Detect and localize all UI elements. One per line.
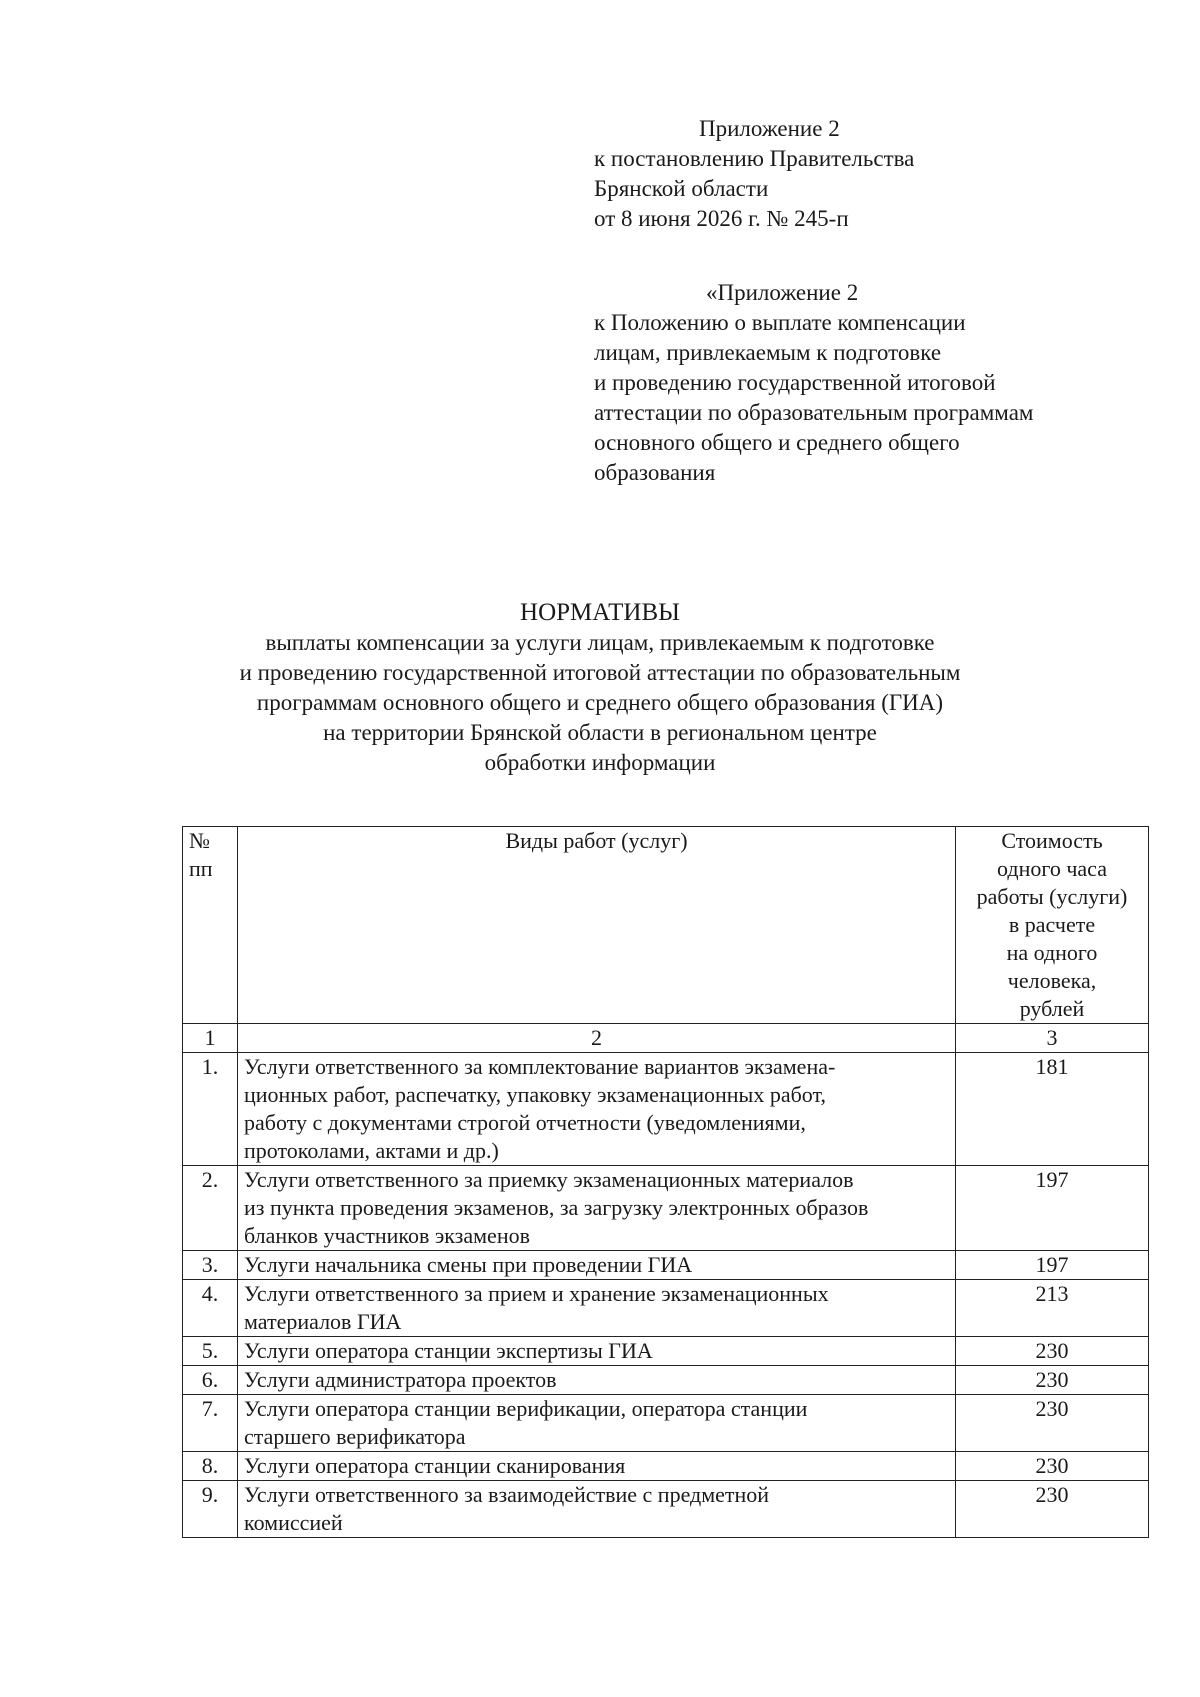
row-work-line: Услуги ответственного за взаимодействие с предметной (244, 1482, 770, 1507)
row-work-line: Услуги оператора станции верификации, оператора станции (244, 1396, 808, 1421)
quoted-appendix-title: «Приложение 2 (706, 280, 859, 305)
appendix-line: к постановлению Правительства (594, 146, 915, 171)
row-number: 4. (183, 1280, 238, 1337)
header-cost-cell (956, 827, 1149, 1024)
header-cost-label: Стоимость (1001, 828, 1103, 853)
row-cost: 230 (956, 1337, 1149, 1366)
column-index: 3 (956, 1024, 1149, 1053)
quoted-appendix-line: лицам, привлекаемым к подготовке (594, 340, 942, 365)
row-number: 5. (183, 1337, 238, 1366)
quoted-appendix-reference (594, 278, 1033, 488)
header-num-cell (183, 827, 238, 1024)
row-work-line: Услуги администратора проектов (244, 1367, 557, 1392)
table-row (183, 1337, 1149, 1366)
appendix-title: Приложение 2 (699, 116, 840, 141)
header-cost-label: работы (услуги) (976, 884, 1128, 909)
row-work-line: ционных работ, распечатку, упаковку экзаменационных работ, (244, 1082, 826, 1107)
column-index: 2 (238, 1024, 956, 1053)
row-work (238, 1251, 956, 1280)
row-work-line: Услуги оператора станции экспертизы ГИА (244, 1338, 653, 1363)
header-cost-label: в расчете (1008, 912, 1096, 937)
row-work (238, 1337, 956, 1366)
title-subtitle-line: выплаты компенсации за услуги лицам, привлекаемым к подготовке (265, 630, 935, 655)
quoted-appendix-line: и проведению государственной итоговой (594, 370, 996, 395)
row-cost: 230 (956, 1366, 1149, 1395)
title-subtitle-line: программам основного общего и среднего общего образования (ГИА) (256, 690, 944, 715)
appendix-reference (594, 114, 914, 234)
table-header-row (183, 827, 1149, 1024)
title-subtitle-line: на территории Брянской области в региональном центре (323, 720, 877, 745)
row-work-line: из пункта проведения экзаменов, за загрузку электронных образов (244, 1195, 869, 1220)
row-work-line: комиссией (244, 1510, 343, 1535)
norms-table (182, 826, 1149, 1538)
row-work (238, 1366, 956, 1395)
row-cost: 230 (956, 1481, 1149, 1538)
table-row (183, 1053, 1149, 1166)
row-work (238, 1395, 956, 1452)
quoted-appendix-line: аттестации по образовательным программам (594, 400, 1034, 425)
title-heading: НОРМАТИВЫ (520, 599, 680, 626)
table-row (183, 1366, 1149, 1395)
appendix-date-number: от 8 июня 2026 г. № 245-п (594, 206, 849, 231)
header-cost-label: рублей (1019, 996, 1085, 1021)
table-row (183, 1251, 1149, 1280)
row-work-line: Услуги ответственного за приемку экзаменационных материалов (244, 1167, 854, 1192)
row-cost: 197 (956, 1166, 1149, 1251)
row-number: 7. (183, 1395, 238, 1452)
row-work (238, 1053, 956, 1166)
appendix-line: Брянской области (594, 176, 769, 201)
row-work-line: Услуги начальника смены при проведении ГИА (244, 1252, 693, 1277)
quoted-appendix-line: образования (594, 460, 716, 485)
row-work-line: материалов ГИА (244, 1309, 402, 1334)
header-work-cell: Виды работ (услуг) (238, 827, 956, 1024)
column-index: 1 (183, 1024, 238, 1053)
header-num-label: № (189, 828, 210, 853)
row-work (238, 1452, 956, 1481)
row-work-line: Услуги ответственного за комплектование вариантов экзамена- (244, 1054, 836, 1079)
table-row (183, 1395, 1149, 1452)
column-index-row (183, 1024, 1149, 1053)
row-work-line: Услуги оператора станции сканирования (244, 1453, 626, 1478)
row-cost: 230 (956, 1452, 1149, 1481)
row-number: 9. (183, 1481, 238, 1538)
row-cost: 213 (956, 1280, 1149, 1337)
row-work (238, 1280, 956, 1337)
title-subtitle-line: обработки информации (484, 750, 716, 775)
table-row (183, 1166, 1149, 1251)
row-number: 2. (183, 1166, 238, 1251)
row-number: 1. (183, 1053, 238, 1166)
row-work-line: работу с документами строгой отчетности (уведомлениями, (244, 1110, 806, 1135)
row-work-line: старшего верификатора (244, 1424, 466, 1449)
row-work-line: бланков участников экзаменов (244, 1223, 530, 1248)
header-num-label: пп (189, 856, 213, 881)
row-cost: 181 (956, 1053, 1149, 1166)
table-row (183, 1452, 1149, 1481)
table-row (183, 1481, 1149, 1538)
header-cost-label: на одного (1006, 940, 1098, 965)
row-work (238, 1166, 956, 1251)
document-title (0, 598, 1200, 778)
quoted-appendix-line: к Положению о выплате компенсации (594, 310, 966, 335)
row-work-line: Услуги ответственного за прием и хранение экзаменационных (244, 1281, 829, 1306)
row-number: 8. (183, 1452, 238, 1481)
title-subtitle-line: и проведению государственной итоговой аттестации по образовательным (239, 660, 961, 685)
quoted-appendix-line: основного общего и среднего общего (594, 430, 960, 455)
row-work (238, 1481, 956, 1538)
header-cost-label: человека, (1007, 968, 1097, 993)
row-number: 6. (183, 1366, 238, 1395)
row-work-line: протоколами, актами и др.) (244, 1138, 499, 1163)
row-cost: 197 (956, 1251, 1149, 1280)
row-number: 3. (183, 1251, 238, 1280)
table-row (183, 1280, 1149, 1337)
row-cost: 230 (956, 1395, 1149, 1452)
header-cost-label: одного часа (997, 856, 1107, 881)
